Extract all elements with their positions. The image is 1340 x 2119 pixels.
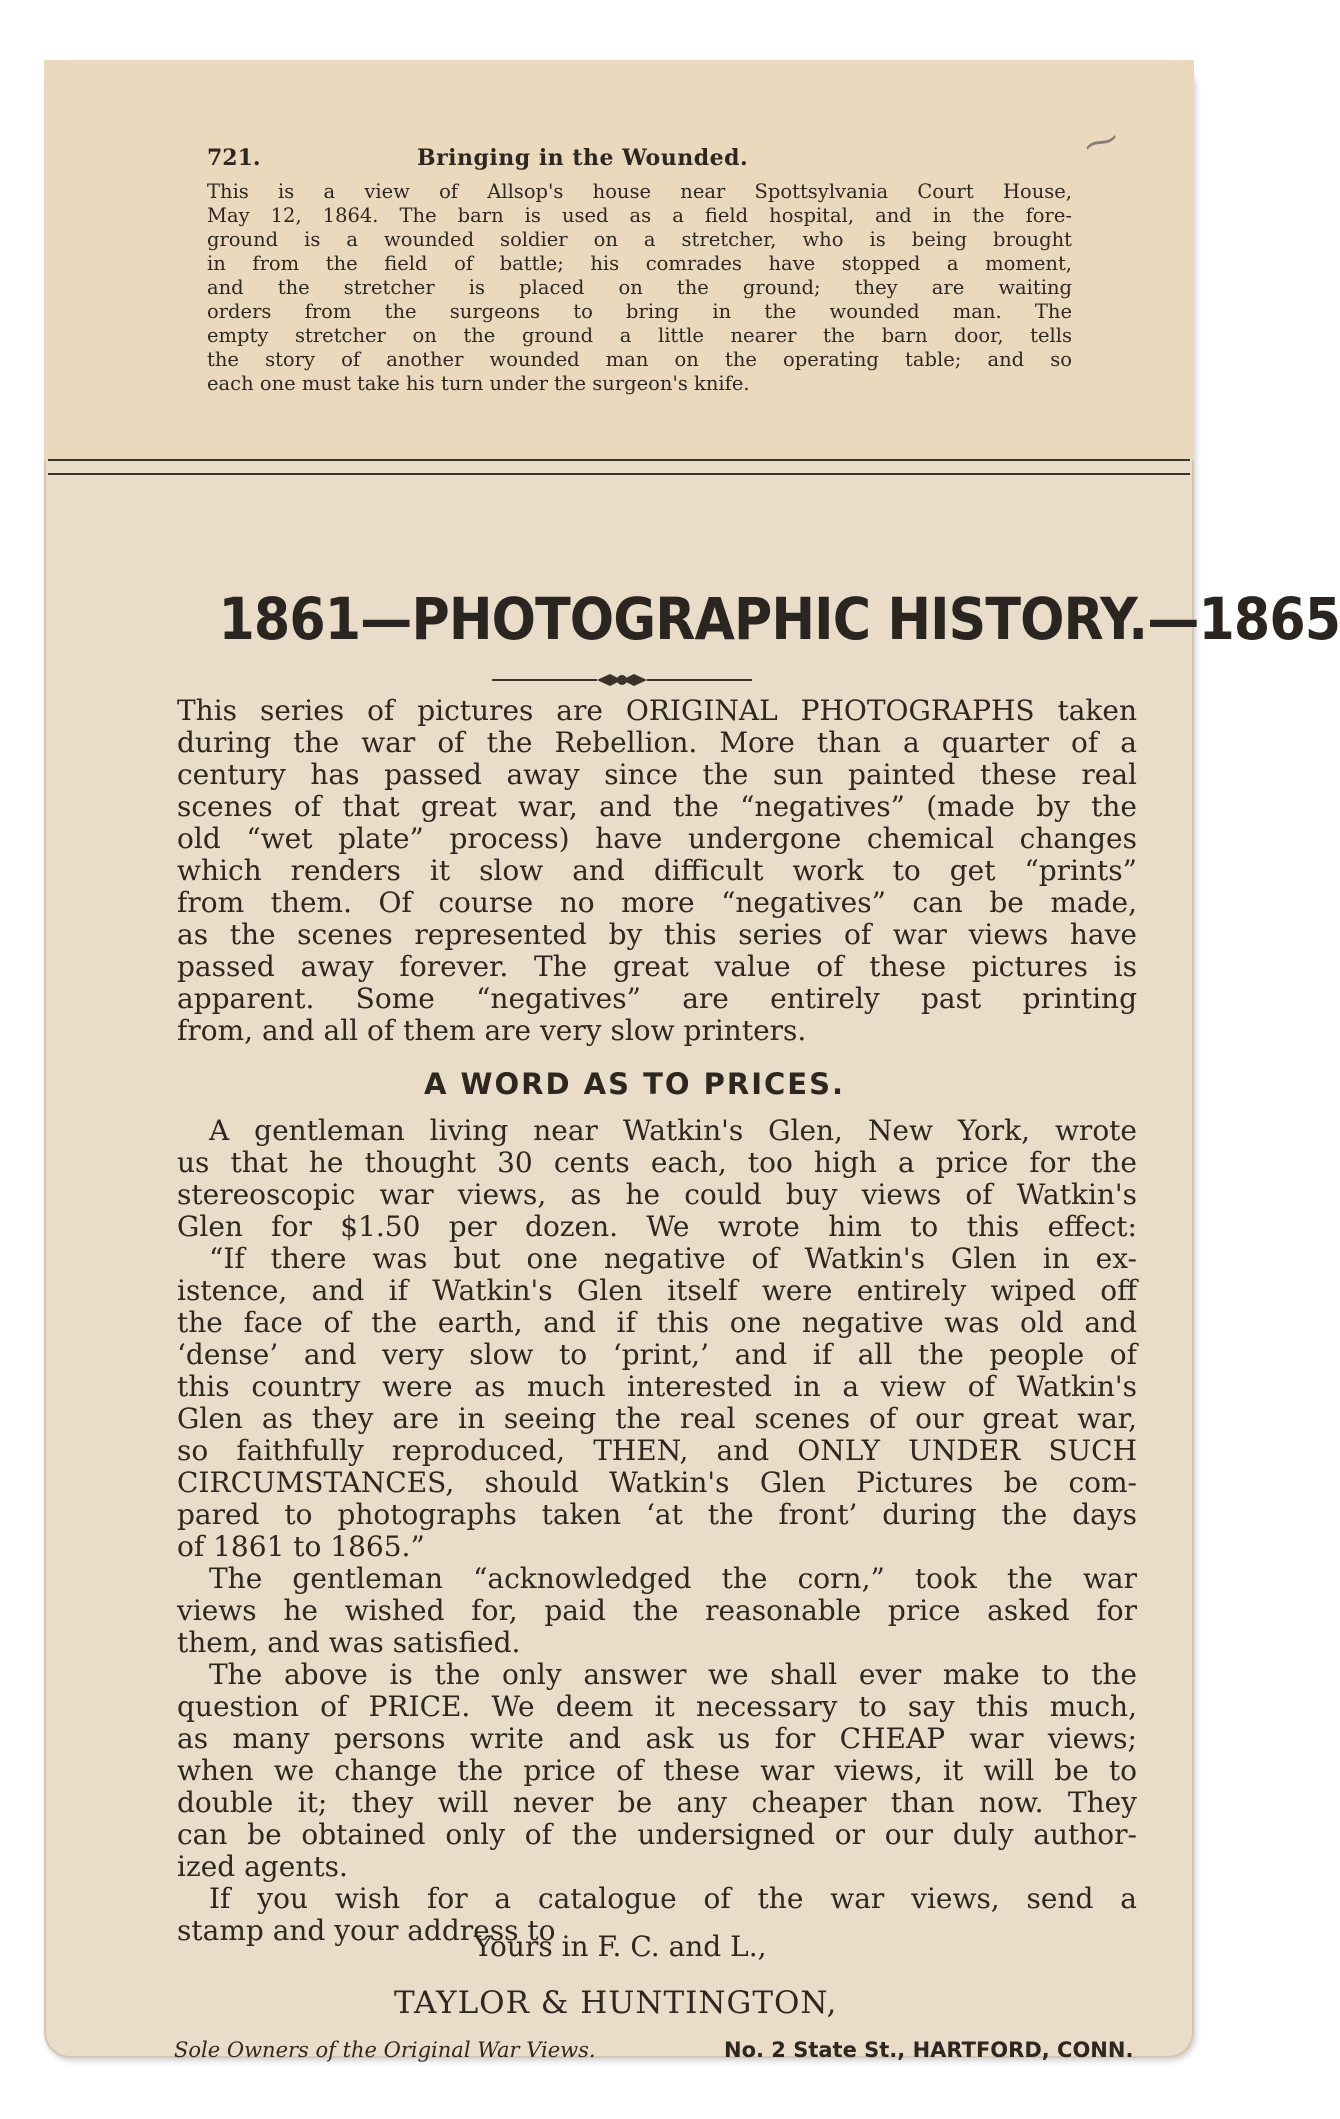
caption-line: ground is a wounded soldier on a stretcher, who is being brought — [207, 228, 1072, 251]
prices-line: The above is the only answer we shall ever make to the — [209, 1658, 1137, 1691]
prices-line: when we change the price of these war views, it will be to — [177, 1754, 1137, 1787]
caption-line: in from the field of battle; his comrades have stopped a moment, — [207, 252, 1072, 275]
prices-line: Glen as they are in seeing the real scenes of our great war, — [177, 1402, 1137, 1435]
caption-number: 721. — [207, 145, 261, 171]
footer-address: No. 2 State St., HARTFORD, CONN. — [724, 2038, 1134, 2062]
card — [44, 60, 1340, 2062]
prices-line: of 1861 to 1865.” — [177, 1530, 425, 1563]
intro-line: This series of pictures are ORIGINAL PHOTOGRAPHS taken — [177, 694, 1137, 727]
intro-line: from them. Of course no more “negatives” can be made, — [177, 886, 1137, 919]
prices-line: The gentleman “acknowledged the corn,” took the war — [209, 1562, 1137, 1595]
prices-line: istence, and if Watkin's Glen itself were entirely wiped off — [177, 1274, 1137, 1307]
signature: TAYLOR & HUNTINGTON, — [394, 1985, 838, 2021]
caption-line: May 12, 1864. The barn is used as a field hospital, and in the fore- — [207, 204, 1072, 227]
prices-line: them, and was satisfied. — [177, 1626, 521, 1659]
intro-line: apparent. Some “negatives” are entirely past printing — [177, 982, 1137, 1015]
intro-line: passed away forever. The great value of these pictures is — [177, 950, 1137, 983]
intro-line: scenes of that great war, and the “negatives” (made by the — [177, 790, 1137, 823]
prices-line: us that he thought 30 cents each, too high a price for the — [177, 1146, 1137, 1179]
intro-line: as the scenes represented by this series of war views have — [177, 918, 1137, 951]
prices-line: pared to photographs taken ‘at the front’ during the days — [177, 1498, 1137, 1531]
closing-line: Yours in F. C. and L., — [474, 1930, 767, 1963]
divider-rule — [48, 459, 1190, 461]
prices-line: CIRCUMSTANCES, should Watkin's Glen Pictures be com- — [177, 1466, 1137, 1499]
intro-line: during the war of the Rebellion. More than a quarter of a — [177, 726, 1137, 759]
caption-line: and the stretcher is placed on the ground; they are waiting — [207, 276, 1072, 299]
prices-line: views he wished for, paid the reasonable price asked for — [177, 1594, 1137, 1627]
prices-line: the face of the earth, and if this one negative was old and — [177, 1306, 1137, 1339]
caption-header — [207, 145, 1067, 179]
prices-line: A gentleman living near Watkin's Glen, New York, wrote — [209, 1114, 1137, 1147]
caption-line: the story of another wounded man on the operating table; and so — [207, 348, 1072, 371]
pencil-mark: ⁓ — [1078, 117, 1124, 167]
ornament-divider — [492, 670, 752, 690]
prices-line: double it; they will never be any cheaper than now. They — [177, 1786, 1137, 1819]
prices-line: ized agents. — [177, 1850, 348, 1883]
prices-line: If you wish for a catalogue of the war views, send a — [209, 1882, 1137, 1915]
prices-line: can be obtained only of the undersigned or our duly author- — [177, 1818, 1137, 1851]
prices-line: Glen for $1.50 per dozen. We wrote him to this effect: — [177, 1210, 1137, 1243]
prices-line: ‘dense’ and very slow to ‘print,’ and if all the people of — [177, 1338, 1137, 1371]
footer-owners: Sole Owners of the Original War Views. — [174, 2038, 596, 2062]
divider-rule — [48, 473, 1190, 475]
prices-line: as many persons write and ask us for CHEAP war views; — [177, 1722, 1137, 1755]
intro-line: from, and all of them are very slow printers. — [177, 1014, 807, 1047]
caption-line: orders from the surgeons to bring in the wounded man. The — [207, 300, 1072, 323]
prices-line: stamp and your address to — [177, 1914, 556, 1947]
prices-line: so faithfully reproduced, THEN, and ONLY UNDER SUCH — [177, 1434, 1137, 1467]
caption-title: Bringing in the Wounded. — [417, 145, 749, 171]
prices-line: “If there was but one negative of Watkin's Glen in ex- — [209, 1242, 1137, 1275]
prices-line: this country were as much interested in a view of Watkin's — [177, 1370, 1137, 1403]
caption-line: empty stretcher on the ground a little nearer the barn door, tells — [207, 324, 1072, 347]
caption-line: each one must take his turn under the surgeon's knife. — [207, 372, 750, 395]
section-heading: A WORD AS TO PRICES. — [424, 1067, 846, 1101]
intro-line: old “wet plate” process) have undergone chemical changes — [177, 822, 1137, 855]
intro-line: century has passed away since the sun painted these real — [177, 758, 1137, 791]
prices-line: question of PRICE. We deem it necessary to say this much, — [177, 1690, 1137, 1723]
caption-line: This is a view of Allsop's house near Spottsylvania Court House, — [207, 180, 1072, 203]
intro-line: which renders it slow and difficult work to get “prints” — [177, 854, 1137, 887]
prices-line: stereoscopic war views, as he could buy views of Watkin's — [177, 1178, 1137, 1211]
page-title: 1861—PHOTOGRAPHIC HISTORY.—1865 — [218, 585, 1340, 653]
